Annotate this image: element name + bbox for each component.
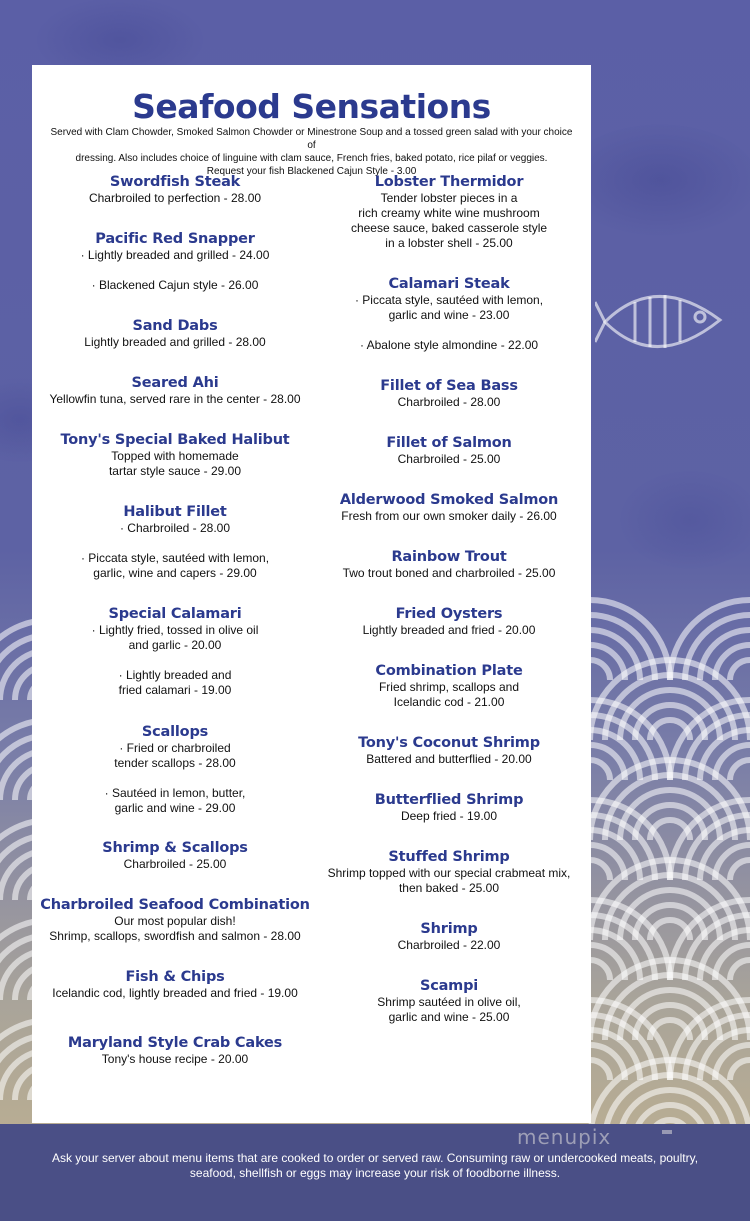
item-description: and garlic - 20.00 <box>128 638 222 652</box>
menu-item <box>309 435 589 467</box>
item-name: Rainbow Trout <box>391 549 507 565</box>
item-description: Charbroiled - 25.00 <box>397 452 501 466</box>
item-description: rich creamy white wine mushroom <box>358 206 540 220</box>
item-name: Seared Ahi <box>131 375 219 391</box>
menu-item <box>309 849 589 896</box>
item-description: tender scallops - 28.00 <box>114 756 236 770</box>
item-name: Alderwood Smoked Salmon <box>339 492 559 508</box>
item-name: Butterflied Shrimp <box>374 792 524 808</box>
menupix-watermark: menupix <box>517 1125 612 1149</box>
menu-item <box>309 792 589 824</box>
item-name: Calamari Steak <box>388 276 510 292</box>
item-name: Scallops <box>141 724 209 740</box>
menu-item <box>35 375 315 407</box>
menu-item <box>35 969 315 1001</box>
item-description: Shrimp sautéed in olive oil, <box>377 995 521 1009</box>
item-description: in a lobster shell - 25.00 <box>385 236 513 250</box>
menu-item <box>309 921 589 953</box>
item-name: Special Calamari <box>108 606 242 622</box>
item-name: Fish & Chips <box>125 969 225 985</box>
menu-item <box>35 504 315 581</box>
menu-item <box>35 724 315 816</box>
item-description: Topped with homemade <box>111 449 239 463</box>
menu-item <box>35 432 315 479</box>
item-description: Icelandic cod - 21.00 <box>393 695 505 709</box>
item-description: Fresh from our own smoker daily - 26.00 <box>341 509 557 523</box>
menu-intro <box>50 126 573 178</box>
item-description: then baked - 25.00 <box>398 881 500 895</box>
fish-decoration-icon <box>595 262 725 382</box>
item-description: Deep fried - 19.00 <box>400 809 498 823</box>
item-name: Maryland Style Crab Cakes <box>67 1035 283 1051</box>
menu-item <box>309 663 589 710</box>
menu-item <box>35 1035 315 1067</box>
item-description: Charbroiled to perfection - 28.00 <box>88 191 262 205</box>
watermark-mark-icon <box>662 1130 672 1134</box>
item-name: Fillet of Sea Bass <box>380 378 518 394</box>
item-description: · Lightly breaded and grilled - 24.00 <box>80 248 270 262</box>
item-description: garlic and wine - 29.00 <box>114 801 236 815</box>
item-description: cheese sauce, baked casserole style <box>350 221 548 235</box>
item-description: Charbroiled - 22.00 <box>397 938 501 952</box>
item-name: Shrimp & Scallops <box>102 840 248 856</box>
menu-title: Seafood Sensations <box>132 87 491 126</box>
item-name: Charbroiled Seafood Combination <box>40 897 310 913</box>
footer-bar <box>0 1124 750 1221</box>
item-description: · Fried or charbroiled <box>119 741 231 755</box>
item-description: garlic and wine - 23.00 <box>388 308 510 322</box>
item-description: Tony's house recipe - 20.00 <box>101 1052 249 1066</box>
item-name: Fried Oysters <box>395 606 503 622</box>
item-name: Stuffed Shrimp <box>388 849 510 865</box>
item-name: Lobster Thermidor <box>374 174 524 190</box>
menu-item <box>309 276 589 353</box>
menu-item <box>35 606 315 698</box>
item-name: Halibut Fillet <box>123 504 227 520</box>
item-name: Tony's Coconut Shrimp <box>358 735 540 751</box>
item-description: · Lightly breaded and <box>118 668 232 682</box>
item-description: · Piccata style, sautéed with lemon, <box>80 551 270 565</box>
menu-item <box>309 174 589 251</box>
item-description: · Abalone style almondine - 22.00 <box>359 338 539 352</box>
item-name: Sand Dabs <box>132 318 218 334</box>
menu-item <box>35 174 315 206</box>
item-name: Fillet of Salmon <box>386 435 512 451</box>
menu-item <box>309 735 589 767</box>
menu-item <box>309 978 589 1025</box>
item-name: Shrimp <box>420 921 478 937</box>
item-description: · Charbroiled - 28.00 <box>119 521 231 535</box>
item-description: Shrimp, scallops, swordfish and salmon - 28.00 <box>49 929 301 943</box>
menu-item <box>35 897 315 944</box>
menu-item <box>35 840 315 872</box>
item-description: · Blackened Cajun style - 26.00 <box>91 278 259 292</box>
menu-item <box>309 492 589 524</box>
item-description: Fried shrimp, scallops and <box>378 680 520 694</box>
item-description: Shrimp topped with our special crabmeat mix, <box>327 866 571 880</box>
item-description: · Sautéed in lemon, butter, <box>104 786 246 800</box>
intro-line: Served with Clam Chowder, Smoked Salmon Chowder or Minestrone Soup and a tossed green salad with your choice of <box>50 127 573 151</box>
menu-item <box>35 318 315 350</box>
menu-item <box>35 231 315 293</box>
item-description: Tender lobster pieces in a <box>380 191 518 205</box>
item-name: Pacific Red Snapper <box>95 231 255 247</box>
menu-item <box>309 549 589 581</box>
item-description: garlic and wine - 25.00 <box>388 1010 510 1024</box>
menu-card <box>32 65 591 1123</box>
item-name: Tony's Special Baked Halibut <box>60 432 290 448</box>
menu-item <box>309 378 589 410</box>
item-description: Battered and butterflied - 20.00 <box>366 752 532 766</box>
item-name: Scampi <box>419 978 479 994</box>
item-description: Lightly breaded and fried - 20.00 <box>362 623 536 637</box>
item-description: garlic, wine and capers - 29.00 <box>93 566 257 580</box>
health-notice: Ask your server about menu items that are cooked to order or served raw. Consuming raw or undercooked meats, poultry, seafood, shellfish or eggs may increase your risk of foodborne illness. <box>51 1151 699 1180</box>
item-description: Yellowfin tuna, served rare in the center - 28.00 <box>49 392 301 406</box>
item-name: Swordfish Steak <box>109 174 241 190</box>
intro-line: Request your fish Blackened Cajun Style - 3.00 <box>206 166 417 177</box>
intro-line: dressing. Also includes choice of linguine with clam sauce, French fries, baked potato, rice pilaf or veggies. <box>75 153 548 164</box>
item-description: tartar style sauce - 29.00 <box>108 464 242 478</box>
item-description: Lightly breaded and grilled - 28.00 <box>84 335 266 349</box>
item-description: · Lightly fried, tossed in olive oil <box>91 623 259 637</box>
item-description: Charbroiled - 28.00 <box>397 395 501 409</box>
item-description: Icelandic cod, lightly breaded and fried - 19.00 <box>52 986 298 1000</box>
item-description: Two trout boned and charbroiled - 25.00 <box>342 566 556 580</box>
item-description: · Piccata style, sautéed with lemon, <box>354 293 544 307</box>
item-description: fried calamari - 19.00 <box>118 683 232 697</box>
item-description: Charbroiled - 25.00 <box>123 857 227 871</box>
item-name: Combination Plate <box>375 663 523 679</box>
item-description: Our most popular dish! <box>114 914 236 928</box>
menu-item <box>309 606 589 638</box>
